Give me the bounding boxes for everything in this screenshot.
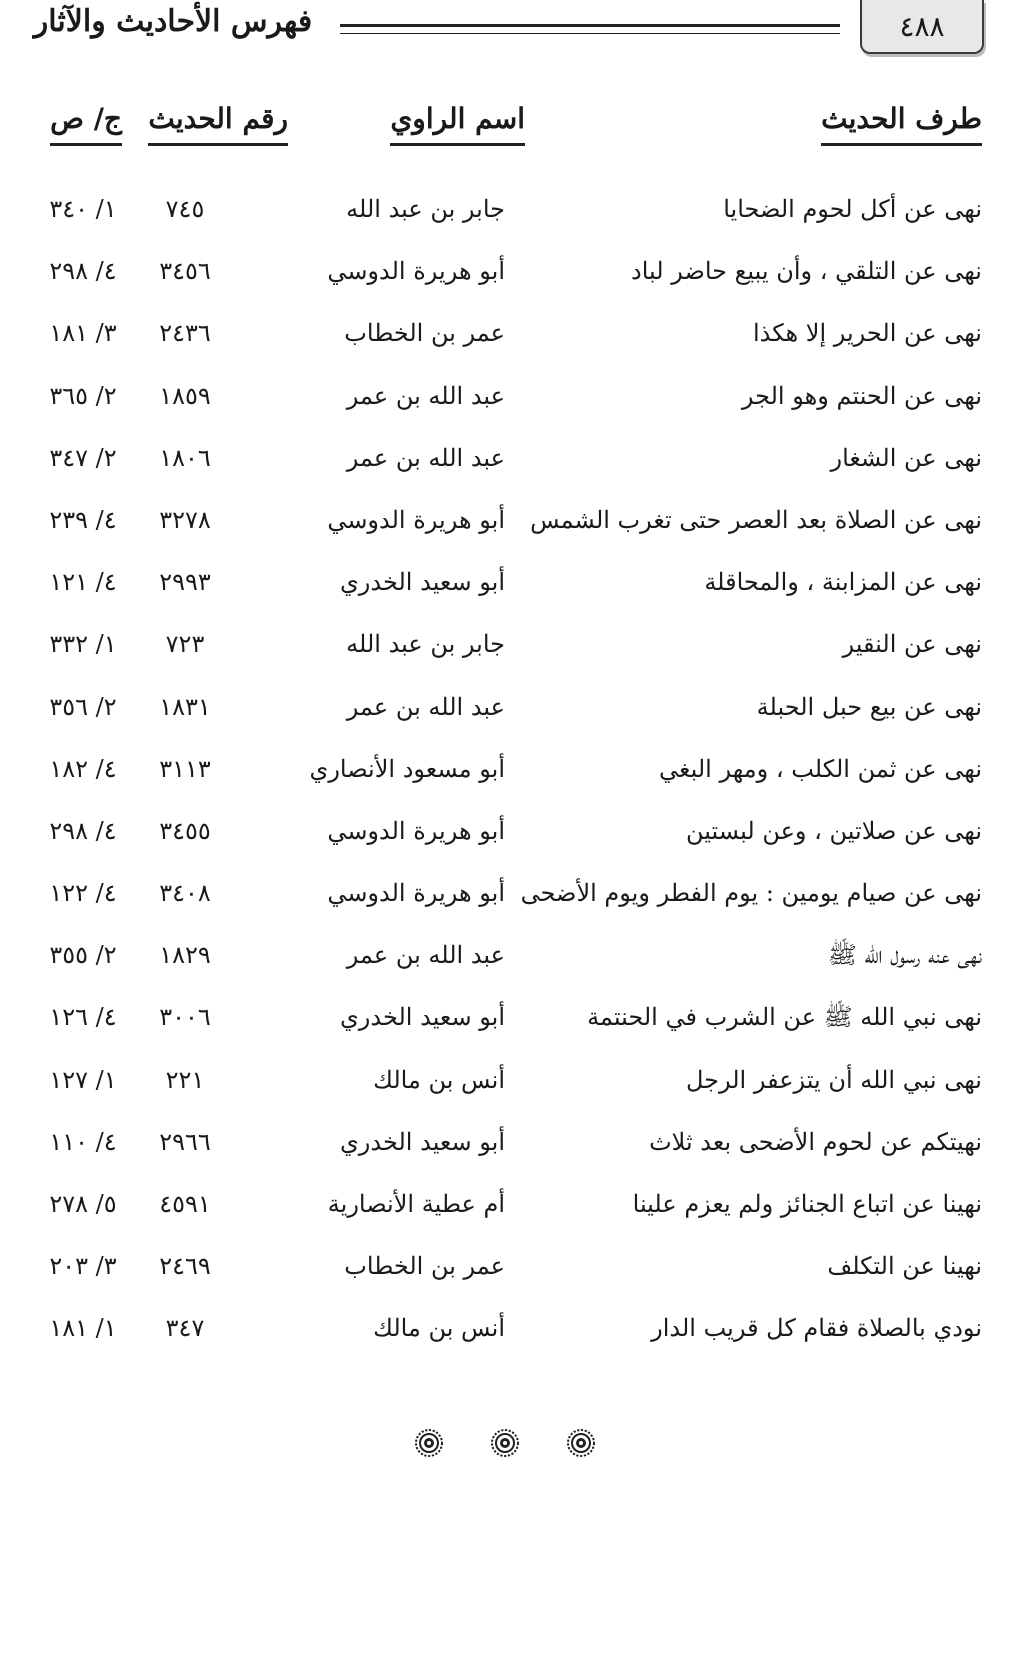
table-body	[0, 178, 1010, 1360]
hadith-number: ٢٩٩٣	[159, 568, 211, 597]
header-divider	[340, 24, 840, 34]
table-row	[0, 1111, 1010, 1173]
table-row	[0, 427, 1010, 489]
hadith-number: ٣٢٧٨	[159, 505, 211, 534]
hadith-text: نهينا عن التكلف	[827, 1252, 982, 1281]
narrator-name: أم عطية الأنصارية	[327, 1190, 505, 1218]
hadith-number: ٢٤٦٩	[159, 1252, 211, 1281]
volume-page: ٢/ ٣٦٥	[49, 381, 117, 410]
hadith-text: نهينا عن اتباع الجنائز ولم يعزم علينا	[632, 1190, 982, 1218]
hadith-text: نهى عنه رسول الله ﷺ	[827, 941, 982, 970]
table-row	[0, 738, 1010, 800]
narrator-name: أبو هريرة الدوسي	[327, 879, 505, 908]
hadith-number: ٧٢٣	[165, 630, 205, 659]
volume-page: ٤/ ٢٩٨	[49, 816, 117, 845]
table-row	[0, 489, 1010, 551]
narrator-name: عبد الله بن عمر	[346, 941, 505, 970]
narrator-name: عمر بن الخطاب	[344, 1252, 505, 1281]
hadith-number: ٣٠٠٦	[159, 1003, 211, 1032]
narrator-name: أبو سعيد الخدري	[340, 568, 505, 597]
rosette-icon	[490, 1428, 520, 1458]
narrator-name: أبو هريرة الدوسي	[327, 505, 505, 534]
column-header-volume-page: ج/ ص	[50, 102, 122, 146]
hadith-text: نهى عن المزابنة ، والمحاقلة	[704, 568, 982, 597]
hadith-number: ١٨٥٩	[159, 381, 211, 410]
hadith-text: نهى عن صيام يومين : يوم الفطر ويوم الأضحى	[520, 879, 982, 908]
table-row	[0, 1235, 1010, 1297]
volume-page: ٤/ ١١٠	[49, 1127, 117, 1156]
volume-page: ٣/ ٢٠٣	[49, 1252, 117, 1281]
hadith-number: ٤٥٩١	[159, 1190, 211, 1218]
volume-page: ٥/ ٢٧٨	[49, 1190, 117, 1218]
table-row	[0, 800, 1010, 862]
narrator-name: عبد الله بن عمر	[346, 692, 505, 721]
table-row	[0, 676, 1010, 738]
hadith-index-table	[0, 96, 1010, 1343]
volume-page: ١/ ٣٤٠	[49, 195, 117, 223]
hadith-text: نهى عن الحنتم وهو الجر	[741, 381, 982, 410]
volume-page: ٤/ ١٢١	[49, 568, 117, 597]
narrator-name: أبو سعيد الخدري	[340, 1127, 505, 1156]
hadith-number: ٧٤٥	[165, 195, 205, 223]
volume-page: ٣/ ١٨١	[49, 319, 117, 348]
narrator-name: جابر بن عبد الله	[346, 630, 505, 659]
volume-page: ٤/ ١٨٢	[49, 754, 117, 783]
hadith-number: ١٨٠٦	[159, 443, 211, 472]
hadith-text: نهى عن الشغار	[830, 443, 982, 472]
hadith-text: نهيتكم عن لحوم الأضحى بعد ثلاث	[649, 1127, 982, 1156]
narrator-name: عمر بن الخطاب	[344, 319, 505, 348]
hadith-number: ١٨٣١	[159, 692, 211, 721]
column-header-hadith: طرف الحديث	[821, 102, 982, 146]
hadith-number: ٣٤٠٨	[159, 879, 211, 908]
hadith-text: نهى نبي الله ﷺ عن الشرب في الحنتمة	[587, 1003, 982, 1032]
narrator-name: أبو هريرة الدوسي	[327, 257, 505, 286]
volume-page: ٢/ ٣٤٧	[49, 443, 117, 472]
narrator-name: عبد الله بن عمر	[346, 381, 505, 410]
volume-page: ٤/ ٢٩٨	[49, 257, 117, 286]
volume-page: ٢/ ٣٥٥	[49, 941, 117, 970]
table-row	[0, 240, 1010, 302]
table-row	[0, 862, 1010, 924]
hadith-text: نهى عن صلاتين ، وعن لبستين	[685, 816, 982, 845]
narrator-name: أبو هريرة الدوسي	[327, 816, 505, 845]
volume-page: ٢/ ٣٥٦	[49, 692, 117, 721]
table-row	[0, 986, 1010, 1048]
hadith-number: ١٨٢٩	[159, 941, 211, 970]
column-header-number: رقم الحديث	[148, 102, 288, 146]
page-header	[0, 0, 1010, 70]
volume-page: ٤/ ٢٣٩	[49, 505, 117, 534]
hadith-number: ٣٤٥٥	[159, 816, 211, 845]
table-row	[0, 924, 1010, 986]
hadith-number: ٣١١٣	[159, 754, 211, 783]
rosette-icon	[414, 1428, 444, 1458]
table-row	[0, 302, 1010, 364]
hadith-text: نهى عن أكل لحوم الضحايا	[723, 195, 982, 223]
hadith-number: ٣٤٧	[165, 1314, 205, 1343]
narrator-name: أبو سعيد الخدري	[340, 1003, 505, 1032]
hadith-text: نهى عن الحرير إلا هكذا	[752, 319, 982, 348]
page-number: ٤٨٨	[860, 0, 984, 54]
hadith-number: ٢٩٦٦	[159, 1127, 211, 1156]
table-row	[0, 551, 1010, 613]
hadith-text: نهى عن ثمن الكلب ، ومهر البغي	[659, 754, 982, 783]
volume-page: ٤/ ١٢٢	[49, 879, 117, 908]
hadith-number: ٢٢١	[165, 1065, 205, 1094]
section-end-ornaments	[0, 1428, 1010, 1458]
running-title: فهرس الأحاديث والآثار	[33, 4, 313, 39]
hadith-text: نهى عن بيع حبل الحبلة	[756, 692, 982, 721]
table-row	[0, 1173, 1010, 1235]
table-row	[0, 1049, 1010, 1111]
hadith-text: نهى عن النقير	[842, 630, 982, 659]
volume-page: ١/ ١٨١	[49, 1314, 117, 1343]
table-row	[0, 178, 1010, 240]
hadith-text: نودي بالصلاة فقام كل قريب الدار	[651, 1314, 982, 1343]
volume-page: ٤/ ١٢٦	[49, 1003, 117, 1032]
column-header-row	[0, 96, 1010, 160]
hadith-text: نهى عن التلقي ، وأن يبيع حاضر لباد	[631, 257, 982, 286]
narrator-name: جابر بن عبد الله	[346, 195, 505, 223]
hadith-number: ٣٤٥٦	[159, 257, 211, 286]
table-row	[0, 365, 1010, 427]
volume-page: ١/ ١٢٧	[49, 1065, 117, 1094]
hadith-number: ٢٤٣٦	[159, 319, 211, 348]
rosette-icon	[566, 1428, 596, 1458]
narrator-name: أبو مسعود الأنصاري	[309, 754, 505, 783]
narrator-name: أنس بن مالك	[373, 1065, 505, 1094]
hadith-text: نهى عن الصلاة بعد العصر حتى تغرب الشمس	[530, 505, 982, 534]
table-row	[0, 1297, 1010, 1359]
volume-page: ١/ ٣٣٢	[49, 630, 117, 659]
hadith-text: نهى نبي الله أن يتزعفر الرجل	[685, 1065, 982, 1094]
narrator-name: عبد الله بن عمر	[346, 443, 505, 472]
column-header-narrator: اسم الراوي	[390, 102, 525, 146]
table-row	[0, 613, 1010, 675]
narrator-name: أنس بن مالك	[373, 1314, 505, 1343]
